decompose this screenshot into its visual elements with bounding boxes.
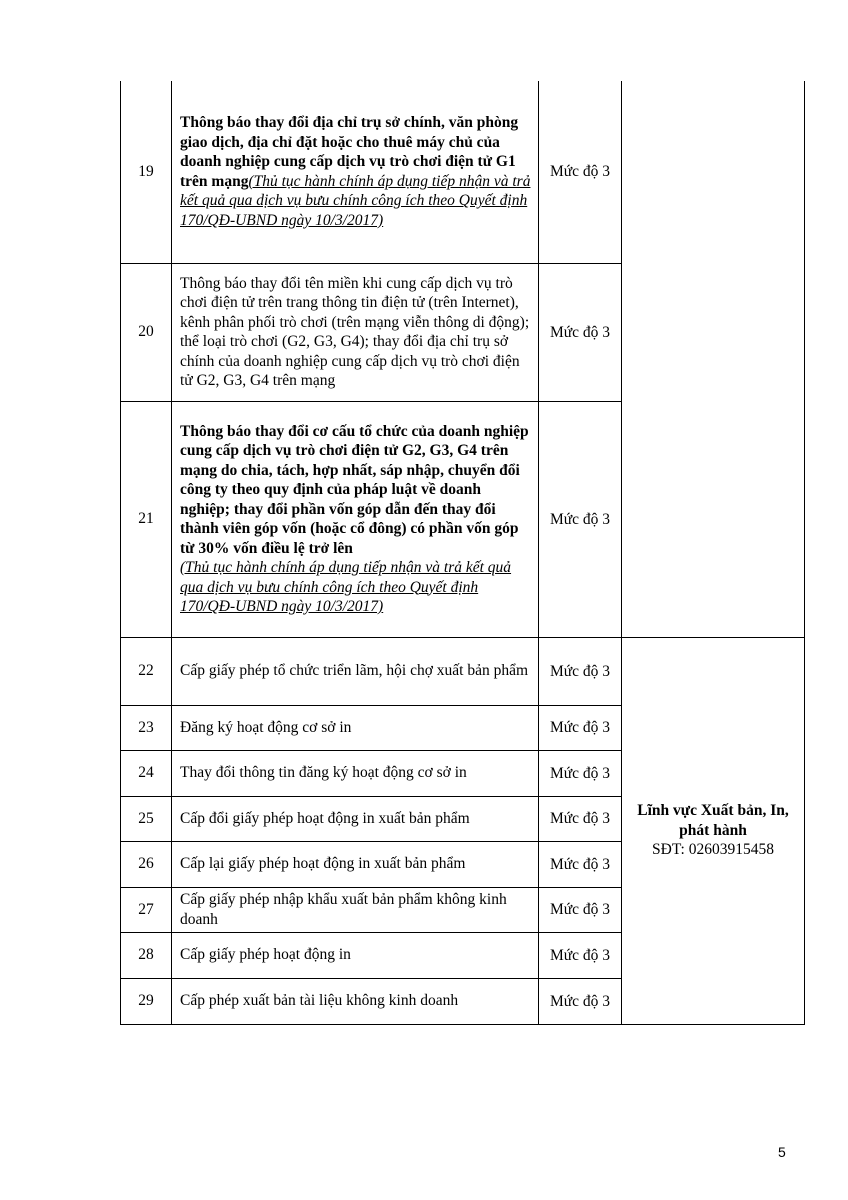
procedure-text: Cấp giấy phép nhập khẩu xuất bản phẩm không kinh doanh bbox=[180, 891, 507, 928]
field-cell-empty bbox=[622, 81, 805, 637]
procedure-text: Đăng ký hoạt động cơ sở in bbox=[180, 718, 352, 736]
procedure-text: Thông báo thay đổi tên miền khi cung cấp dịch vụ trò chơi điện tử trên trang thông tin điện tử (trên Internet), kênh phân phối trò chơi (trên mạng viễn thông di động); thể loại trò chơi (G2, G3, G4); thay đổi địa chỉ trụ sở chính của doanh nghiệp cung cấp dịch vụ trò chơi điện tử G2, G3, G4 trên mạng bbox=[180, 274, 530, 389]
row-number: 29 bbox=[121, 978, 172, 1024]
procedures-table bbox=[120, 81, 805, 1025]
row-number: 19 bbox=[121, 81, 172, 263]
page-number: 5 bbox=[778, 1144, 786, 1160]
procedure-name bbox=[172, 750, 539, 796]
row-number: 20 bbox=[121, 263, 172, 401]
procedure-name bbox=[172, 401, 539, 637]
procedure-text: Thay đổi thông tin đăng ký hoạt động cơ sở in bbox=[180, 764, 467, 782]
procedure-text: Cấp giấy phép hoạt động in bbox=[180, 946, 351, 964]
row-number: 23 bbox=[121, 705, 172, 750]
procedure-name bbox=[172, 705, 539, 750]
procedure-name bbox=[172, 932, 539, 978]
procedure-name bbox=[172, 978, 539, 1024]
row-number: 25 bbox=[121, 796, 172, 841]
procedure-name bbox=[172, 796, 539, 841]
procedure-name bbox=[172, 887, 539, 932]
procedure-name bbox=[172, 841, 539, 887]
service-level: Mức độ 3 bbox=[539, 978, 622, 1024]
field-cell bbox=[622, 637, 805, 1024]
row-number: 24 bbox=[121, 750, 172, 796]
row-number: 22 bbox=[121, 637, 172, 705]
procedure-name bbox=[172, 263, 539, 401]
procedure-note: (Thủ tục hành chính áp dụng tiếp nhận và trả kết quả qua dịch vụ bưu chính công ích theo Quyết định 170/QĐ-UBND ngày 10/3/2017) bbox=[180, 559, 512, 615]
procedure-note: (Thủ tục hành chính áp dụng tiếp nhận và trả kết quả qua dịch vụ bưu chính công ích theo Quyết định 170/QĐ-UBND ngày 10/3/2017) bbox=[180, 172, 531, 229]
procedure-text: Thông báo thay đổi địa chỉ trụ sở chính, văn phòng giao dịch, địa chỉ đặt hoặc cho thuê máy chủ của doanh nghiệp cung cấp dịch vụ trò chơi điện tử G1 trên mạng bbox=[180, 114, 519, 190]
procedure-text: Cấp giấy phép tổ chức triển lãm, hội chợ xuất bản phẩm bbox=[180, 662, 529, 680]
service-level: Mức độ 3 bbox=[539, 401, 622, 637]
service-level: Mức độ 3 bbox=[539, 932, 622, 978]
row-number: 26 bbox=[121, 841, 172, 887]
service-level: Mức độ 3 bbox=[539, 705, 622, 750]
service-level: Mức độ 3 bbox=[539, 841, 622, 887]
row-number: 27 bbox=[121, 887, 172, 932]
service-level: Mức độ 3 bbox=[539, 637, 622, 705]
service-level: Mức độ 3 bbox=[539, 750, 622, 796]
table-row bbox=[121, 81, 805, 263]
field-title: Lĩnh vực Xuất bản, In, phát hành bbox=[637, 802, 789, 839]
service-level: Mức độ 3 bbox=[539, 796, 622, 841]
procedure-text: Cấp đổi giấy phép hoạt động in xuất bản phẩm bbox=[180, 809, 470, 827]
service-level: Mức độ 3 bbox=[539, 887, 622, 932]
table-row bbox=[121, 637, 805, 705]
procedure-text: Cấp lại giấy phép hoạt động in xuất bản phẩm bbox=[180, 855, 466, 873]
procedure-text: Thông báo thay đổi cơ cấu tổ chức của doanh nghiệp cung cấp dịch vụ trò chơi điện tử G2, G3, G4 trên mạng do chia, tách, hợp nhất, sáp nhập, chuyển đổi công ty theo quy định của pháp luật về doanh nghiệp; thay đổi phần vốn góp dẫn đến thay đổi thành viên góp vốn (hoặc cổ đông) có phần vốn góp từ 30% vốn điều lệ trở lên bbox=[180, 422, 529, 557]
procedure-text: Cấp phép xuất bản tài liệu không kinh doanh bbox=[180, 992, 459, 1010]
service-level: Mức độ 3 bbox=[539, 263, 622, 401]
procedure-name bbox=[172, 637, 539, 705]
procedure-name bbox=[172, 81, 539, 263]
field-phone: SĐT: 02603915458 bbox=[652, 841, 774, 859]
row-number: 28 bbox=[121, 932, 172, 978]
service-level: Mức độ 3 bbox=[539, 81, 622, 263]
row-number: 21 bbox=[121, 401, 172, 637]
